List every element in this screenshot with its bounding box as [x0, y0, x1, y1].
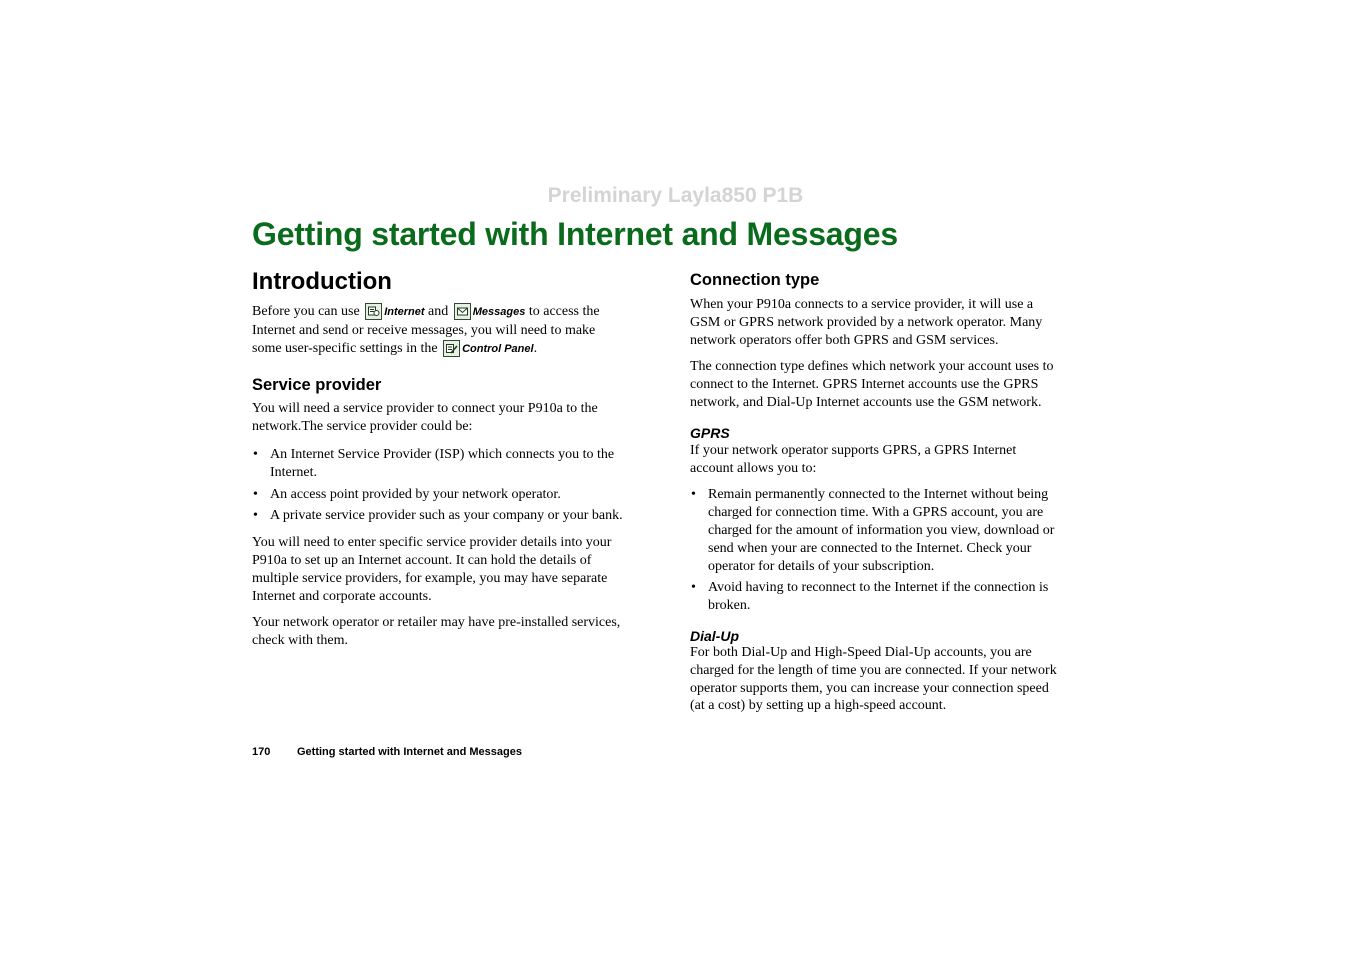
- list-item: • Avoid having to reconnect to the Internet if the connection is broken.: [690, 579, 1062, 615]
- intro-text-4: .: [533, 340, 538, 356]
- right-column: [690, 271, 1062, 715]
- gprs-paragraph: If your network operator supports GPRS, a GPRS Internet account allows you to:: [690, 442, 1017, 476]
- connection-paragraph-1: When your P910a connects to a service provider, it will use a GSM or GPRS network provided by a network operator. Many network operators offer both GPRS and GSM services.: [690, 297, 1043, 348]
- internet-app-name: Internet: [384, 306, 425, 318]
- list-item: • A private service provider such as your company or your bank.: [252, 507, 624, 525]
- page-number: 170: [252, 746, 271, 758]
- gprs-heading: GPRS: [690, 424, 730, 441]
- control-panel-icon: [443, 340, 460, 357]
- page-title: Getting started with Internet and Messages: [252, 216, 898, 252]
- connection-type-heading: Connection type: [690, 271, 820, 289]
- service-provider-paragraph: You will need a service provider to connect your P910a to the network.The service provider could be:: [252, 401, 598, 435]
- intro-paragraph: [252, 303, 624, 358]
- messages-icon: [454, 303, 471, 320]
- page-footer: [252, 746, 522, 758]
- intro-text-1: Before you can use: [252, 304, 364, 319]
- watermark: Preliminary Layla850 P1B: [547, 184, 804, 207]
- left-column: [252, 268, 624, 650]
- service-provider-heading: Service provider: [252, 376, 382, 395]
- dial-up-heading: Dial-Up: [690, 627, 739, 644]
- list-item: • Remain permanently connected to the Internet without being charged for connection time. With a GPRS account, you are charged for the amount of information you view, download or send when your are connected to the Internet. Check your operator for details of your subscription.: [690, 486, 1062, 575]
- service-provider-list: [252, 446, 624, 525]
- list-item: • An Internet Service Provider (ISP) which connects you to the Internet.: [252, 446, 624, 482]
- connection-paragraph-2: The connection type defines which network your account uses to connect to the Internet. GPRS Internet accounts use the GPRS network, and Dial-Up Internet accounts use the GSM network.: [690, 359, 1054, 410]
- gprs-list: [690, 486, 1062, 615]
- internet-icon: [365, 303, 382, 320]
- service-details-paragraph: You will need to enter specific service provider details into your P910a to set up an Internet account. It can hold the details of multiple service providers, for example, you may have separate Internet and corporate accounts.: [252, 535, 612, 604]
- introduction-heading: Introduction: [252, 268, 392, 295]
- intro-text-2: and: [424, 304, 452, 319]
- control-panel-app-name: Control Panel: [462, 342, 534, 355]
- footer-section-title: Getting started with Internet and Messages: [297, 746, 522, 758]
- dial-up-paragraph: For both Dial-Up and High-Speed Dial-Up accounts, you are charged for the length of time you are connected. If your network operator supports them, you can increase your connection speed (at a cost) by setting up a high-speed account.: [690, 644, 1057, 714]
- pre-installed-paragraph: Your network operator or retailer may have pre-installed services, check with them.: [252, 615, 621, 649]
- list-item: • An access point provided by your network operator.: [252, 486, 624, 504]
- intro-text-3: to access the Internet and send or receive messages, you will need to make some user-specific settings in the: [252, 304, 600, 356]
- messages-app-name: Messages: [472, 306, 526, 318]
